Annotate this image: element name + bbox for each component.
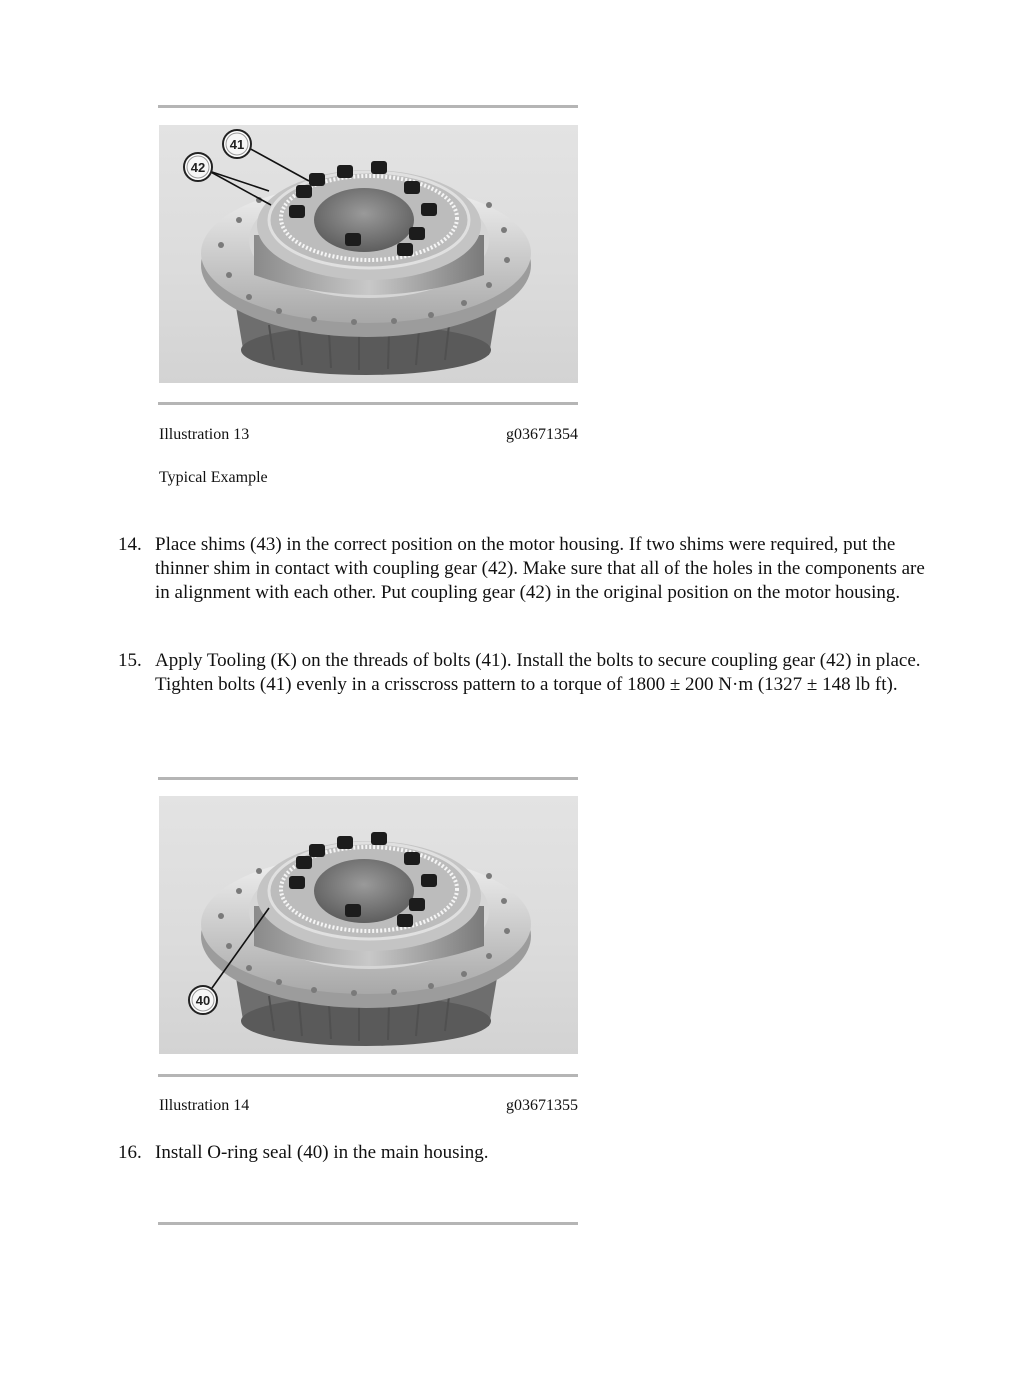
callout-42 [184, 153, 212, 181]
figure-bottom-rule [158, 402, 578, 405]
step-number: 14. [118, 534, 142, 555]
step-number: 16. [118, 1142, 142, 1163]
step-text: Place shims (43) in the correct position on the motor housing. If two shims were required, put the thinner shim in contact with coupling gear (42). Make sure that all of the holes in the components are in alignment with each other. Put coupling gear (42) in the original position on the motor housing. [155, 534, 925, 603]
figure-note: Typical Example [159, 469, 268, 486]
caption-label: Illustration 13 [159, 426, 250, 443]
figure-bottom-rule [158, 1074, 578, 1077]
step-15 [118, 649, 928, 697]
illustration-13-image [159, 125, 578, 383]
caption-graphic-id: g03671355 [506, 1097, 578, 1114]
svg-text:40: 40 [195, 993, 211, 1008]
step-14 [118, 533, 928, 605]
figure-top-rule [158, 1222, 578, 1225]
step-text: Apply Tooling (K) on the threads of bolts (41). Install the bolts to secure coupling gear (42) in place. Tighten bolts (41) evenly in a crisscross pattern to a torque of 1800 ± 200 N·m (1327 ± 148 lb ft). [155, 650, 921, 695]
figure-top-rule [158, 777, 578, 780]
callout-41 [223, 130, 251, 158]
step-number: 15. [118, 650, 142, 671]
callout-40 [189, 986, 217, 1014]
svg-text:42: 42 [190, 160, 206, 175]
step-text: Install O-ring seal (40) in the main housing. [155, 1142, 489, 1163]
figure-top-rule [158, 105, 578, 108]
illustration-14-caption [159, 1097, 578, 1115]
illustration-13-caption [159, 426, 578, 444]
caption-label: Illustration 14 [159, 1097, 250, 1114]
svg-text:41: 41 [229, 137, 245, 152]
illustration-14-image [159, 796, 578, 1054]
step-16 [118, 1141, 928, 1165]
caption-graphic-id: g03671354 [506, 426, 578, 443]
